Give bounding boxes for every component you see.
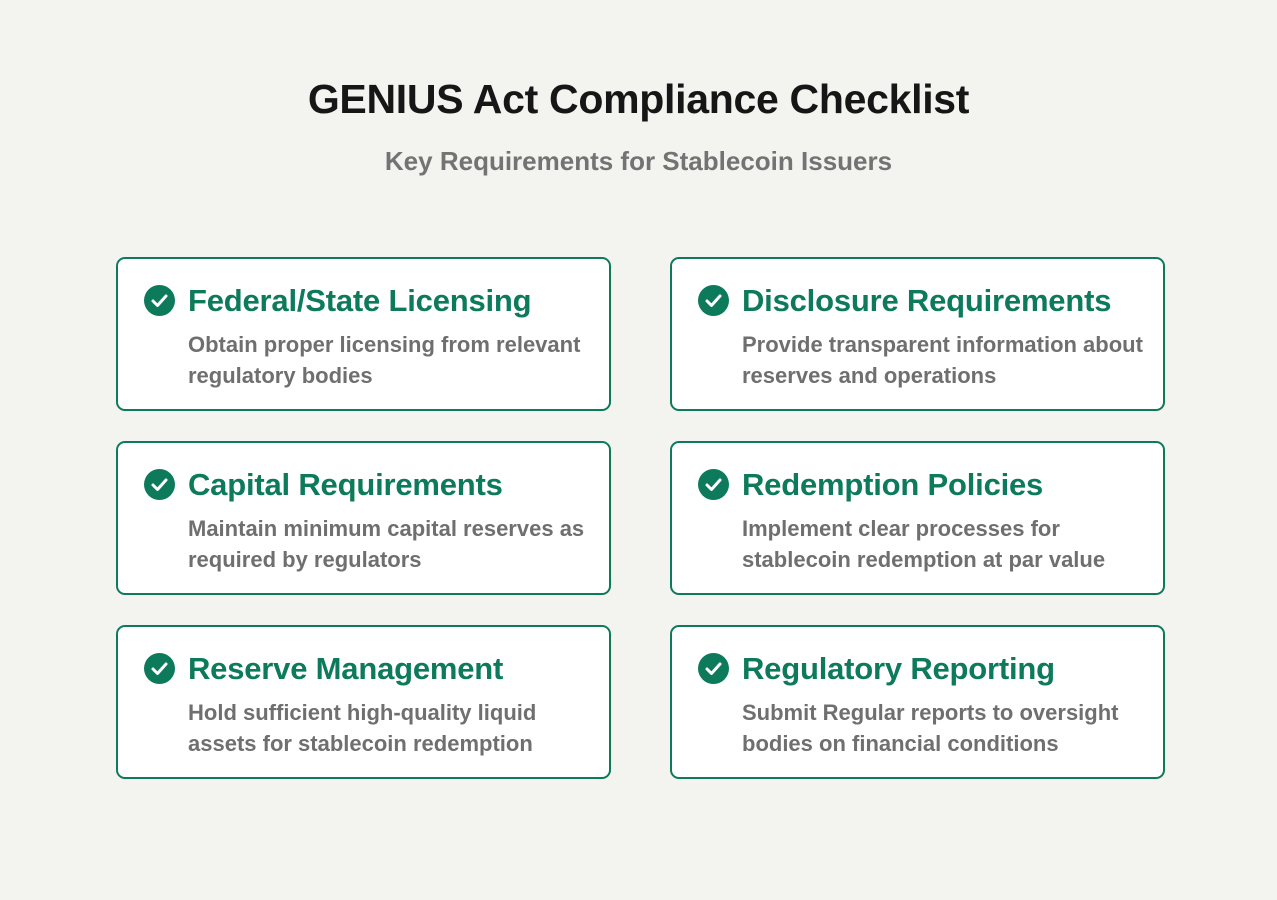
check-circle-icon (698, 653, 729, 684)
checklist-card-redemption (670, 441, 1165, 595)
check-circle-icon (698, 285, 729, 316)
card-description: Submit Regular reports to oversight bodies on financial conditions (742, 700, 1119, 756)
card-title: Regulatory Reporting (742, 651, 1055, 686)
card-title: Redemption Policies (742, 467, 1044, 502)
check-circle-icon (144, 653, 175, 684)
page-subtitle: Key Requirements for Stablecoin Issuers (384, 146, 893, 176)
card-title: Federal/State Licensing (188, 283, 532, 318)
card-title: Capital Requirements (188, 467, 503, 502)
card-description: Obtain proper licensing from relevant regulatory bodies (188, 332, 581, 388)
card-description: Provide transparent information about reserves and operations (742, 332, 1143, 388)
checklist-card-licensing (116, 257, 611, 411)
card-title: Reserve Management (188, 651, 504, 686)
card-title: Disclosure Requirements (742, 283, 1112, 318)
card-description: Maintain minimum capital reserves as required by regulators (188, 516, 585, 572)
check-circle-icon (698, 469, 729, 500)
check-circle-icon (144, 469, 175, 500)
card-description: Implement clear processes for stablecoin redemption at par value (742, 516, 1106, 572)
card-description: Hold sufficient high-quality liquid assets for stablecoin redemption (188, 700, 537, 756)
page-title: GENIUS Act Compliance Checklist (307, 76, 970, 122)
checklist-card-reserve (116, 625, 611, 779)
checklist-card-reporting (670, 625, 1165, 779)
checklist-card-disclosure (670, 257, 1165, 411)
checklist-grid (116, 257, 1165, 779)
checklist-card-capital (116, 441, 611, 595)
check-circle-icon (144, 285, 175, 316)
